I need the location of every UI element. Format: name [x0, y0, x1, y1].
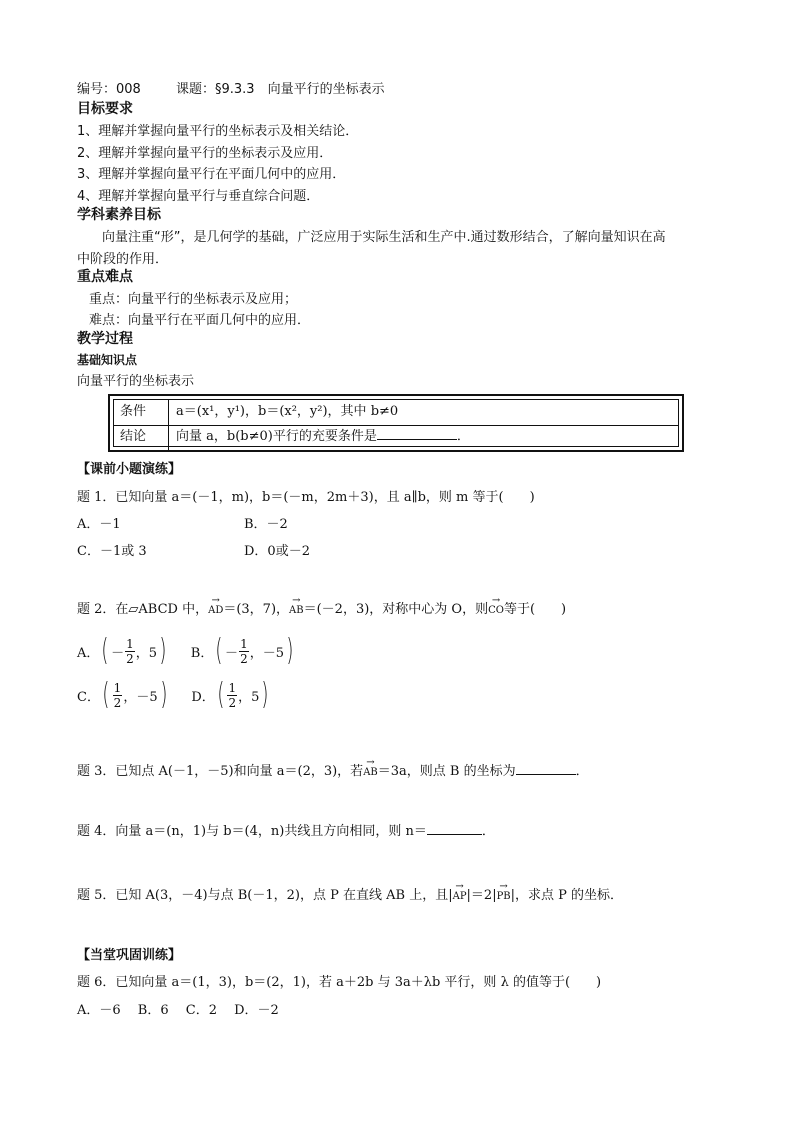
paren-close: )	[159, 677, 167, 712]
table-row	[114, 400, 678, 426]
answer-blank	[516, 762, 576, 775]
q5-post: |，求点 P 的坐标．	[510, 888, 624, 903]
literacy-line-2: 中阶段的作用．	[77, 252, 169, 267]
vector-ab: → AB	[289, 601, 304, 616]
document-code: 编号：008	[77, 82, 141, 97]
q2-post: 等于( )	[503, 602, 567, 617]
question-5	[77, 884, 623, 903]
paren-open: (	[217, 677, 225, 712]
paren-open: (	[215, 633, 223, 668]
q2-mid2: ＝(－2，3)，对称中心为 O，则	[303, 602, 489, 617]
q2-a-rest: ，5	[135, 645, 158, 661]
section-in-class-practice: 【当堂巩固训练】	[77, 948, 182, 963]
q2-pre: 题 2．在▱ABCD 中，	[77, 602, 209, 617]
paren-close: )	[261, 677, 269, 712]
q2-d-rest: ，5	[238, 689, 260, 705]
conclusion-end: ．	[456, 429, 470, 444]
q3-end: ．	[575, 764, 589, 779]
table-row	[114, 425, 678, 450]
q1-option-a: A．－1	[77, 517, 121, 532]
q2-c-rest: ，－5	[123, 689, 158, 705]
literacy-title: 学科素养目标	[77, 207, 161, 223]
conclusion-text: 向量 a，b(b≠0)平行的充要条件是	[176, 429, 377, 444]
table-content-conclusion	[176, 425, 470, 450]
paren-open: (	[102, 677, 110, 712]
q2-option-d-label: D．	[191, 689, 215, 705]
answer-blank	[427, 822, 482, 835]
goal-item-2: 2、理解并掌握向量平行的坐标表示及应用．	[77, 146, 333, 161]
q4-end: ．	[481, 824, 495, 839]
question-4	[77, 820, 495, 839]
keypoints-title: 重点难点	[77, 269, 133, 285]
table-content-condition: a＝(x¹，y¹)，b＝(x²，y²)，其中 b≠0	[176, 404, 399, 419]
question-6: 题 6．已知向量 a＝(1，3)，b＝(2，1)，若 a＋2b 与 3a＋λb 平行，则 λ 的值等于( )	[77, 975, 602, 990]
fraction-half: $\frac{1}{2}$	[228, 680, 237, 710]
q2-option-a-label: A．	[77, 645, 100, 661]
goal-item-3: 3、理解并掌握向量平行在平面几何中的应用．	[77, 167, 346, 182]
section-subtitle: 向量平行的坐标表示	[77, 374, 195, 389]
conditions-table	[108, 394, 684, 452]
q4-text: 题 4．向量 a＝(n，1)与 b＝(4，n)共线且方向相同，则 n＝	[77, 824, 427, 839]
paren-close: )	[286, 633, 294, 668]
q2-mid1: ＝(3，7)，	[223, 602, 290, 617]
vector-pb: → PB	[497, 887, 511, 902]
q3-pre: 题 3．已知点 A(－1，－5)和向量 a＝(2，3)，若	[77, 764, 364, 779]
q6-options: A．－6 B．6 C．2 D．－2	[77, 1003, 279, 1018]
q5-mid: |＝2|	[466, 888, 497, 903]
q1-option-b: B．－2	[244, 517, 288, 532]
vector-ab: → AB	[363, 763, 378, 778]
table-label-conclusion: 结论	[114, 425, 169, 450]
q3-post: ＝3a，则点 B 的坐标为	[377, 764, 516, 779]
process-title: 教学过程	[77, 331, 133, 347]
fraction-half: $\frac{1}{2}$	[113, 680, 122, 710]
paren-close: )	[159, 633, 167, 668]
question-2	[77, 598, 566, 617]
vector-ad: → AD	[208, 601, 223, 616]
fraction-half: $\frac{1}{2}$	[126, 636, 134, 666]
q1-option-d: D．0或－2	[244, 544, 310, 559]
section-pre-class-exercises: 【课前小题演练】	[77, 462, 182, 477]
vector-ap: → AP	[453, 887, 467, 902]
vector-co: → CO	[488, 601, 504, 616]
lesson-topic: 课题：§9.3.3 向量平行的坐标表示	[176, 82, 385, 97]
answer-blank	[377, 427, 457, 440]
keypoint-hard: 难点：向量平行在平面几何中的应用．	[89, 313, 311, 328]
q2-options-row-1	[77, 633, 296, 668]
q2-option-b-label: B．	[190, 645, 214, 661]
goal-item-4: 4、理解并掌握向量平行与垂直综合问题．	[77, 189, 320, 204]
table-label-condition: 条件	[114, 400, 169, 425]
literacy-line-1: 向量注重“形”，是几何学的基础，广泛应用于实际生活和生产中.通过数形结合，了解向量知识在高	[102, 230, 666, 245]
goals-title: 目标要求	[77, 101, 133, 117]
minus-sign: －	[111, 645, 125, 661]
paren-open: (	[101, 633, 109, 668]
q2-options-row-2	[77, 677, 271, 712]
q2-option-c-label: C．	[77, 689, 100, 705]
fraction-half: $\frac{1}{2}$	[240, 636, 248, 666]
goal-item-1: 1、理解并掌握向量平行的坐标表示及相关结论．	[77, 124, 359, 139]
basics-label: 基础知识点	[77, 353, 138, 367]
minus-sign: －	[225, 645, 239, 661]
question-3	[77, 760, 589, 779]
q1-option-c: C．－1或 3	[77, 544, 147, 559]
question-1: 题 1．已知向量 a＝(－1，m)，b＝(－m，2m＋3)，且 a∥b，则 m 等于( )	[77, 490, 535, 505]
q2-b-rest: ，－5	[249, 645, 284, 661]
q5-pre: 题 5．已知 A(3，－4)与点 B(－1，2)，点 P 在直线 AB 上，且|	[77, 888, 453, 903]
keypoint-key: 重点：向量平行的坐标表示及应用；	[89, 292, 298, 307]
